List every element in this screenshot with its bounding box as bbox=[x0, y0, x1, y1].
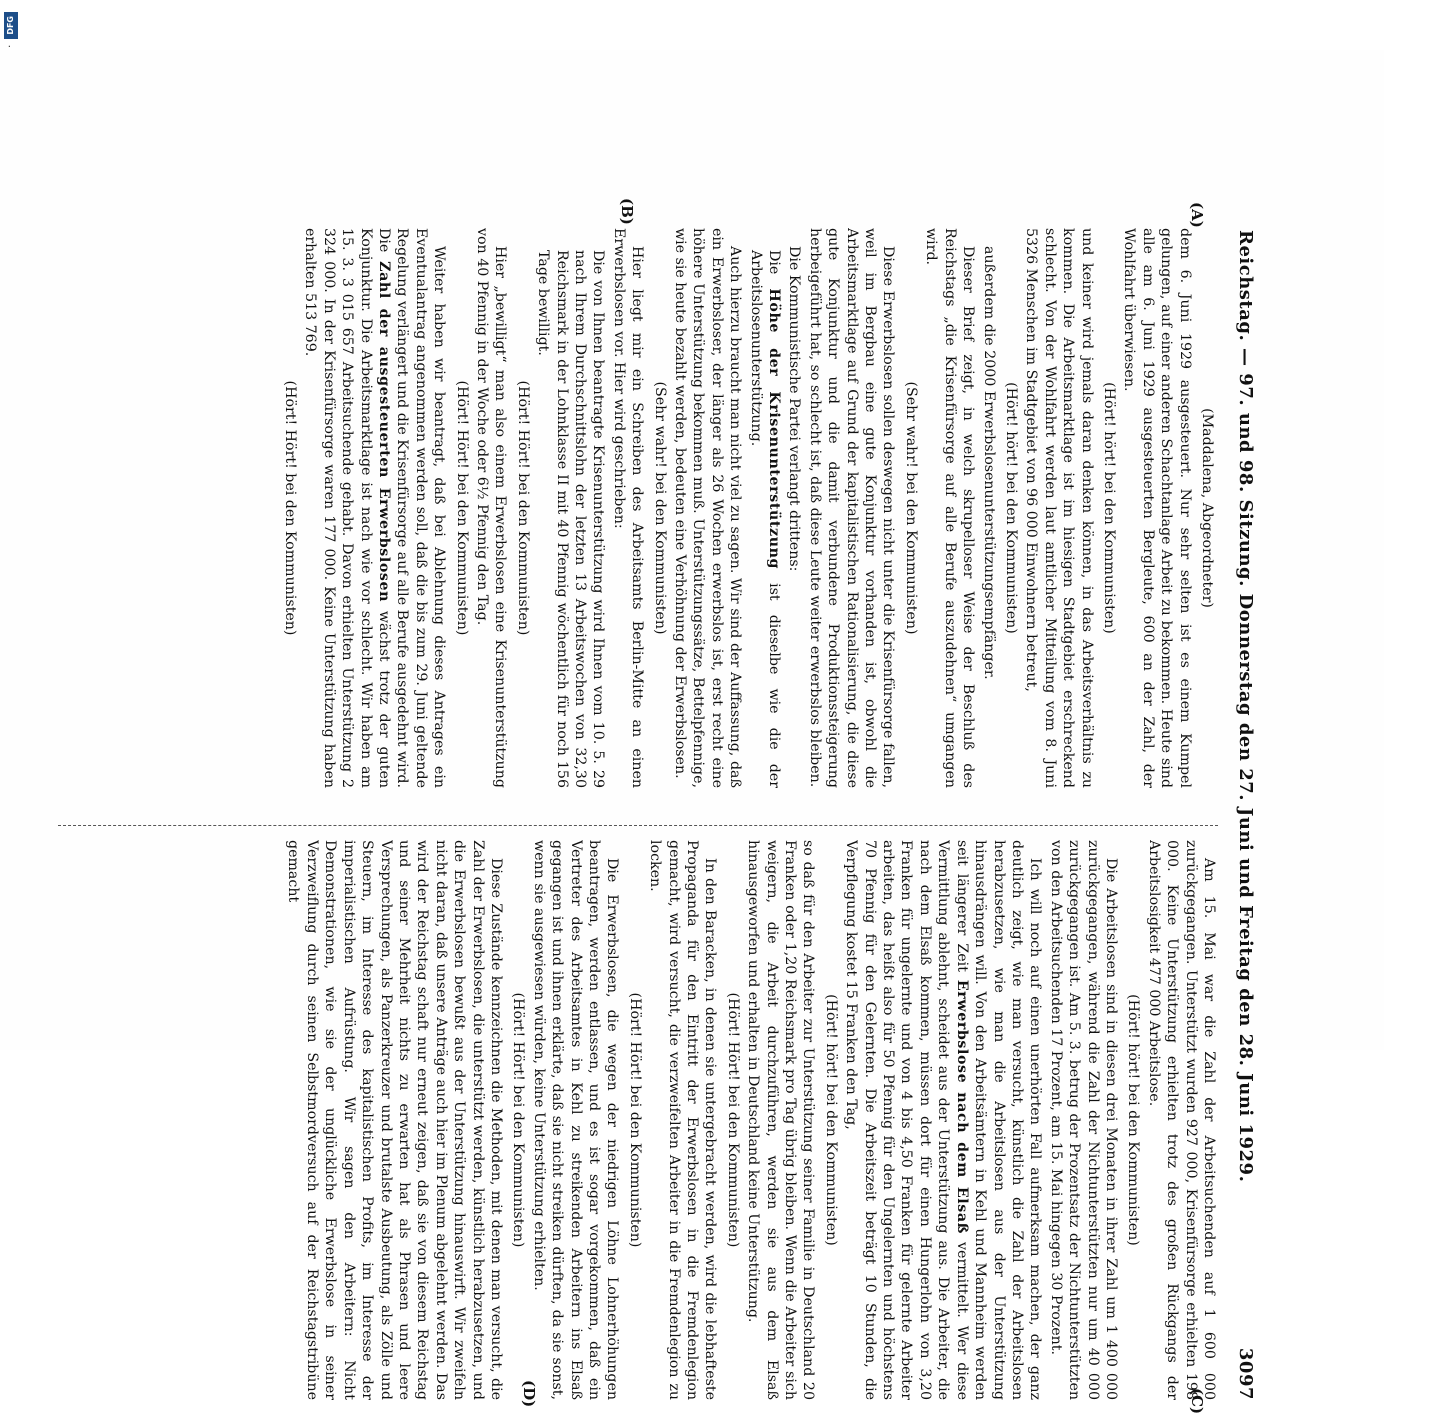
interjection: (Sehr wahr! bei den Kommunisten) bbox=[651, 381, 668, 635]
emphasis: Höhe der Krisenunterstützung bbox=[766, 288, 783, 570]
interjection: (Hört! Hört! bei den Kommunisten) bbox=[453, 380, 470, 636]
margin-mark-a: (A) bbox=[1188, 202, 1206, 228]
paragraph: Diese Erwerbslosen sollen deswegen nicht unter die Krisenfürsorge fallen, weil im Bergbau eine gute Konjunktur vorhanden ist, obwohl die Arbeitsmarktlage auf Grund der kapitalistischen Rationalisierung, die diese gute Konjunktur und die damit verbundene Produktionssteigerung herbeigeführt hat, so schlecht ist, daß diese Leute weiter erwerbslos bleiben. bbox=[806, 228, 897, 788]
paragraph: Ich will noch auf einen unerhörten Fall aufmerksam machen, der ganz deutlich zeigt, wie man versucht, künstlich die Zahl der Arbeitslosen herabzusetzen, wie man die Arbeitslosen aus der Unterstützung hinausdrängen will. Von den Arbeitsämtern in Kehl und Mannheim werden seit längerer Zeit Erwerbslose nach dem Elsaß vermittelt. Wer diese Vermittlung ablehnt, scheidet aus der Unterstützung aus. Die Arbeiter, die nach dem Elsaß kommen, müssen dort für einen Hungerlohn von 3,20 Franken für ungelernte und von 4 bis 4,50 Franken für gelernte Arbeiter arbeiten, das heißt also für 50 Pfennig für den Ungelernten und höchstens 70 Pfennig für den Gelernten. Die Arbeitszeit beträgt 10 Stunden, die Verpflegung kostet 15 Franken den Tag, bbox=[843, 840, 1044, 1400]
paragraph: Diese Zustände kennzeichnen die Methoden, mit denen man versucht, die Zahl der Erwerbslosen, die unterstützt werden, künstlich herabzusetzen, und die Erwerbslosen bewußt aus der Unterstützung hinauswirft. Wir zweifeln nicht daran, daß unsere Anträge auch hier im Plenum abgelehnt werden. Das wird der Reichstag schaft nur erneut zeigen, daß sie von diesem Reichstag und seiner Mehrheit nichts zu erwarten hat als Phrasen und leere Versprechungen, als Panzerkreuzer und brutalste Ausbeutung, als Zölle und Steuern, im Interesse des kapitalistischen Profits, im Interesse der imperialistischen Aufrüstung. Wir sagen den Arbeitern: Nicht Demonstrationen, wie sie der unglückliche Erwerbslose in seiner Verzweiflung durch seinen Selbstmordversuch auf der Reichstagstribüne gemacht bbox=[285, 840, 504, 1400]
paragraph: In den Baracken, in denen sie untergebracht werden, wird die lebhafteste Propaganda für den Eintritt der Erwerbslosen in die Fremdenlegion gemacht, wird versucht, die verzweifelten Arbeiter in die Fremdenlegion zu locken. bbox=[647, 840, 719, 1400]
paragraph: und keiner wird jemals daran denken können, in das Arbeitsverhältnis zu kommen. Die Arbeitsmarktlage ist im hiesigen Stadtgebiet erschreckend schlecht. Von der Wohlfahrt werden laut amtlicher Mitteilung vom 8. Juni 5326 Menschen im Stadtgebiet von 96 000 Einwohnern betreut, bbox=[1023, 228, 1095, 788]
paragraph: Dieser Brief zeigt, in welch skrupelloser Weise der Beschluß des Reichstags „die Krisenfürsorge auf alle Berufe auszudehnen“ umgangen wird. bbox=[923, 228, 977, 788]
interjection: (Hört! Hört! bei den Kommunisten) bbox=[281, 380, 298, 636]
paragraph: so daß für den Arbeiter zur Unterstützung seiner Familie in Deutschland 20 Franken oder 1,20 Reichsmark pro Tag übrig bleiben. Wenn die Arbeiter sich weigern, die Arbeit durchzuführen, werden sie aus dem Elsaß hinausgeworfen und erhalten in Deutschland keine Unterstützung. bbox=[745, 840, 817, 1400]
interjection: (Hört! Hört! bei den Kommunisten) bbox=[510, 992, 527, 1248]
emphasis: Erwerbslose nach dem Elsaß bbox=[953, 979, 970, 1235]
paragraph: Die Erwerbslosen, die wegen der niedrigen Löhne Lohnerhöhungen beantragen, werden entlassen, und es ist sogar vorgekommen, daß ein Vertreter des Arbeitsamtes in Kehl zu streikenden Arbeitern ins Elsaß gegangen ist und ihnen erklärte, daß sie nicht streiken dürften, da sie sonst, wenn sie ausgewiesen würden, keine Unterstützung erhielten. bbox=[530, 840, 621, 1400]
paragraph: Auch hierzu braucht man nicht viel zu sagen. Wir sind der Auffassung, daß ein Erwerbsloser, der länger als 26 Wochen erwerbslos ist, erst recht eine höhere Unterstützung bekommen muß. Unterstützungssätze, Bettelpfennige, wie sie heute bezahlt werden, bedeuten eine Verhöhnung der Erwerbslosen. bbox=[672, 228, 744, 788]
header-title: Reichstag. — 97. und 98. Sitzung. Donnerstag den 27. Juni und Freitag den 28. Juni 1929. bbox=[1235, 230, 1256, 1183]
interjection: (Hört! Hört! bei den Kommunisten) bbox=[724, 992, 741, 1248]
margin-mark-b: (B) bbox=[618, 198, 636, 225]
margin-mark-d: (D) bbox=[520, 1380, 538, 1408]
interjection: (Hört! hört! bei den Kommunisten) bbox=[1100, 382, 1117, 634]
column-divider bbox=[58, 825, 1218, 826]
page-header bbox=[1228, 230, 1256, 1400]
quotation: Die von Ihnen beantragte Krisenunterstützung wird Ihnen vom 10. 5. 29 nach Ihrem Durchschnittslohn der letzten 13 Arbeitswochen von 32,30 Reichsmark in der Lohnklasse II mit 40 Pfennig wöchentlich für noch 156 Tage bewilligt. bbox=[535, 250, 607, 788]
paragraph: Die Kommunistische Partei verlangt drittens: bbox=[786, 246, 803, 572]
interjection: (Hört! hört! bei den Kommunisten) bbox=[1125, 994, 1142, 1246]
paragraph: Am 15. Mai war die Zahl der Arbeitsuchenden auf 1 600 000 zurückgegangen. Unterstützt wurden 927 000, Krisenfürsorge erhielten 198 000. Keine Unterstützung erhielten trotz des großen Rückgangs der Arbeitslosigkeit 477 000 Arbeitslose. bbox=[1145, 840, 1217, 1400]
paragraph: Die Arbeitslosen sind in diesen drei Monaten in ihrer Zahl um 1 400 000 zurückgegangen, während die Zahl der Nichtunterstützten nur um 40 000 zurückgegangen ist. Am 5. 3. betrug der Prozentsatz der Nichtunterstützten von den Arbeitsuchenden 17 Prozent, am 15. Mai hingegen 30 Prozent. bbox=[1047, 840, 1119, 1400]
paragraph: dem 6. Juni 1929 ausgesteuert. Nur sehr selten ist es einem Kumpel gelungen, auf einer anderen Schachtanlage Arbeit zu bekommen. Heute sind alle am 6. Juni 1929 ausgesteuerten Bergleute, 600 an der Zahl, der Wohlfahrt überwiesen. bbox=[1121, 228, 1193, 788]
dfg-logo: DFG bbox=[4, 12, 18, 39]
paragraph: Hier liegt mir ein Schreiben des Arbeitsamts Berlin-Mitte an einen Erwerbslosen vor. Hier wird geschrieben: bbox=[610, 228, 646, 788]
interjection: (Hört! hört! bei den Kommunisten) bbox=[822, 994, 839, 1246]
demand-paragraph: Die Höhe der Krisenunterstützung ist dieselbe wie die der Arbeitslosenunterstützung. bbox=[747, 250, 783, 788]
right-column bbox=[58, 840, 1218, 1400]
page-number: 3097 bbox=[1235, 1347, 1256, 1400]
margin-mark-c: (C) bbox=[1188, 1388, 1206, 1414]
digitization-credit: · DFG bbox=[2, 0, 20, 1000]
scanned-page bbox=[0, 50, 1384, 1414]
speaker-line: (Maddalena, Abgeordneter) bbox=[1199, 408, 1215, 608]
left-column bbox=[58, 228, 1218, 788]
interjection: (Sehr wahr! bei den Kommunisten) bbox=[902, 381, 919, 635]
interjection: (Hört! Hört! bei den Kommunisten) bbox=[626, 992, 643, 1248]
emphasis: Zahl der ausgesteuerten Erwerbslosen bbox=[375, 261, 392, 603]
interjection: (Hört! hört! bei den Kommunisten) bbox=[1002, 382, 1019, 634]
interjection: (Hört! Hört! bei den Kommunisten) bbox=[514, 380, 531, 636]
paragraph: außerdem die 2000 Erwerbslosenunterstützungsempfänger. bbox=[980, 246, 997, 680]
paragraph: Hier „bewilligt“ man also einem Erwerbslosen eine Krisenunterstützung von 40 Pfennig in der Woche oder 6½ Pfennig den Tag. bbox=[473, 228, 509, 788]
paragraph: Weiter haben wir beantragt, daß bei Ablehnung dieses Antrages ein Eventualantrag angenommen werden soll, daß die bis zum 29. Juni geltende Regelung verlängert und die Krisenfürsorge auf alle Berufe ausgedehnt wird. Die Zahl der ausgesteuerten Erwerbslosen wächst trotz der guten Konjunktur. Die Arbeitsmarktlage ist nach wie vor schlecht. Wir haben am 15. 3. 3 015 657 Arbeitsuchende gehabt. Davon erhielten Unterstützung 2 324 000. In der Krisenfürsorge waren 177 000. Keine Unterstützung haben erhalten 513 769. bbox=[302, 228, 448, 788]
